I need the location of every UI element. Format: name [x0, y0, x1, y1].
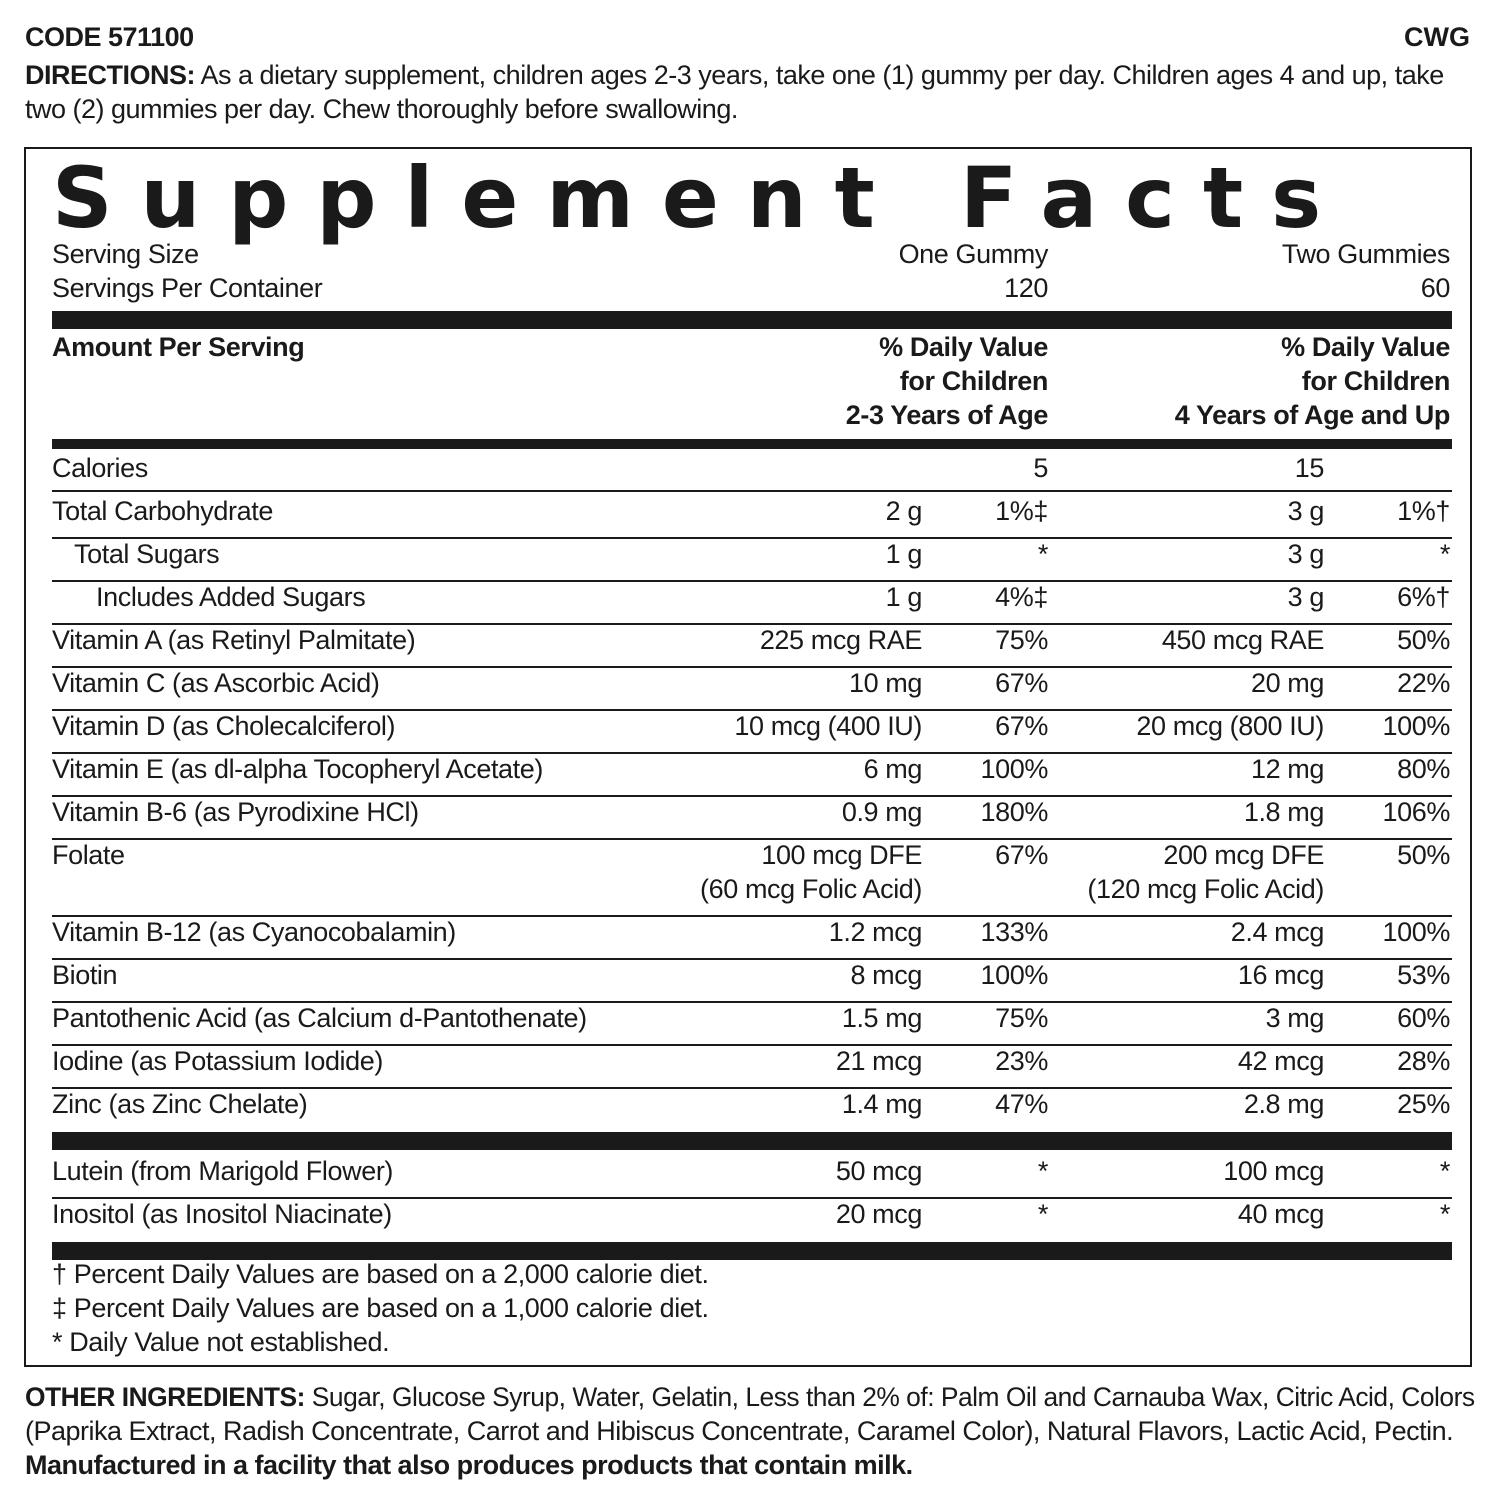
directions-line-1: DIRECTIONS: As a dietary supplement, children ages 2-3 years, take one (1) gummy per day. Children ages 4 and up, take: [25, 60, 1444, 90]
amount-child: 225 mcg RAE: [759, 625, 922, 655]
dv-child: 100%: [980, 960, 1048, 990]
amount-child: 8 mcg: [850, 960, 922, 990]
nutrient-row: [52, 582, 1452, 625]
dv-adult: 25%: [1397, 1089, 1450, 1119]
thick-divider: [52, 1132, 1452, 1150]
amount-child: 21 mcg: [835, 1046, 922, 1076]
dv-adult: 22%: [1397, 668, 1450, 698]
amount-child: 1 g: [885, 582, 922, 612]
dv-adult: 100%: [1382, 711, 1450, 741]
amount-child: 100 mcg DFE: [761, 840, 922, 870]
nutrient-name: Vitamin D (as Cholecalciferol): [52, 711, 396, 741]
dv-adult: 1%†: [1397, 496, 1450, 526]
dv-child: 4%‡: [995, 582, 1048, 612]
amount-adult: 20 mcg (800 IU): [1136, 711, 1324, 741]
amount-adult: 2.4 mcg: [1230, 917, 1324, 947]
nutrient-row: [52, 754, 1452, 797]
dv-child: *: [1037, 539, 1048, 569]
dv-child: 75%: [995, 1003, 1048, 1033]
dv-child: 75%: [995, 625, 1048, 655]
amount-adult: 3 g: [1287, 539, 1324, 569]
thick-divider: [52, 311, 1452, 329]
nutrient-name: Total Sugars: [74, 539, 220, 569]
amount-child: 10 mg: [848, 668, 922, 698]
amount-child: 2 g: [885, 496, 922, 526]
dv-child: 100%: [980, 754, 1048, 784]
dv-child: 180%: [980, 797, 1048, 827]
amount-adult: 100 mcg: [1223, 1156, 1324, 1186]
nutrient-row: [52, 539, 1452, 582]
dv-child: 23%: [995, 1046, 1048, 1076]
dv-adult: 50%: [1397, 840, 1450, 870]
nutrient-row: [52, 1156, 1452, 1199]
dv-child: 67%: [995, 668, 1048, 698]
amount-child: 1.4 mg: [841, 1089, 922, 1119]
amount-adult: 3 mg: [1265, 1003, 1324, 1033]
dv-child: 47%: [995, 1089, 1048, 1119]
nutrient-name: Folate: [52, 840, 125, 870]
footnote-dagger: † Percent Daily Values are based on a 2,000 calorie diet.: [52, 1259, 709, 1289]
amount-adult: 1.8 mg: [1243, 797, 1324, 827]
amount-child: 1.5 mg: [841, 1003, 922, 1033]
amount-adult-detail: (120 mcg Folic Acid): [1087, 874, 1324, 904]
dv-child: *: [1037, 1199, 1048, 1229]
amount-child: 0.9 mg: [841, 797, 922, 827]
amount-child: 50 mcg: [835, 1156, 922, 1186]
allergen-statement: Manufactured in a facility that also produces products that contain milk.: [25, 1450, 913, 1480]
nutrient-row: [52, 1046, 1452, 1089]
amount-child: 6 mg: [863, 754, 922, 784]
dv-adult: 80%: [1397, 754, 1450, 784]
other-ingredients-line-2: (Paprika Extract, Radish Concentrate, Carrot and Hibiscus Concentrate, Caramel Color), Natural Flavors, Lactic Acid, Pectin.: [25, 1416, 1454, 1446]
nutrient-name: Includes Added Sugars: [96, 582, 366, 612]
dv-adult: 6%†: [1397, 582, 1450, 612]
dv-adult: 53%: [1397, 960, 1450, 990]
nutrient-name: Vitamin A (as Retinyl Palmitate): [52, 625, 416, 655]
footnote-star: * Daily Value not established.: [52, 1327, 390, 1357]
dv-adult: 28%: [1397, 1046, 1450, 1076]
dv-child: 67%: [995, 840, 1048, 870]
nutrient-row: [52, 1199, 1452, 1242]
amount-adult: 3 g: [1287, 582, 1324, 612]
amount-child-detail: (60 mcg Folic Acid): [700, 874, 922, 904]
brand-code: CWG: [1404, 22, 1470, 52]
dv-adult: 100%: [1382, 917, 1450, 947]
amount-child: 1.2 mcg: [828, 917, 922, 947]
nutrient-name: Iodine (as Potassium Iodide): [52, 1046, 383, 1076]
amount-child: 20 mcg: [835, 1199, 922, 1229]
nutrient-name: Biotin: [52, 960, 118, 990]
product-code: CODE 571100: [25, 22, 194, 52]
nutrient-name: Vitamin C (as Ascorbic Acid): [52, 668, 380, 698]
nutrient-name: Zinc (as Zinc Chelate): [52, 1089, 308, 1119]
panel-title: Supplement Facts: [52, 149, 1350, 247]
nutrient-row: [52, 1089, 1452, 1132]
nutrient-name: Lutein (from Marigold Flower): [52, 1156, 394, 1186]
amount-adult: 450 mcg RAE: [1161, 625, 1324, 655]
nutrient-row: [52, 711, 1452, 754]
nutrient-name: Vitamin E (as dl-alpha Tocopheryl Acetate): [52, 754, 543, 784]
nutrient-name: Inositol (as Inositol Niacinate): [52, 1199, 392, 1229]
nutrient-row: [52, 917, 1452, 960]
dv-child: *: [1037, 1156, 1048, 1186]
nutrient-row: [52, 625, 1452, 668]
amount-adult: 2.8 mg: [1243, 1089, 1324, 1119]
amount-adult: 200 mcg DFE: [1163, 840, 1324, 870]
directions-line-2: two (2) gummies per day. Chew thoroughly before swallowing.: [25, 94, 738, 124]
amount-child: 10 mcg (400 IU): [734, 711, 922, 741]
nutrient-row: [52, 840, 1452, 917]
dv-child: 67%: [995, 711, 1048, 741]
directions-label: DIRECTIONS:: [25, 60, 195, 90]
dv-adult: *: [1439, 1156, 1450, 1186]
amount-adult: 3 g: [1287, 496, 1324, 526]
thick-divider: [52, 1242, 1452, 1260]
dv-child: 1%‡: [995, 496, 1048, 526]
amount-child: 1 g: [885, 539, 922, 569]
nutrient-row: [52, 960, 1452, 1003]
medium-divider: [52, 439, 1452, 449]
nutrient-name: Total Carbohydrate: [52, 496, 273, 526]
amount-adult: 12 mg: [1250, 754, 1324, 784]
nutrient-row: [52, 496, 1452, 539]
footnote-double-dagger: ‡ Percent Daily Values are based on a 1,000 calorie diet.: [52, 1293, 709, 1323]
dv-adult: *: [1439, 1199, 1450, 1229]
amount-adult: 40 mcg: [1237, 1199, 1324, 1229]
nutrient-name: Pantothenic Acid (as Calcium d-Pantothenate): [52, 1003, 587, 1033]
other-ingredients-label: OTHER INGREDIENTS:: [25, 1382, 305, 1412]
amount-adult: 16 mcg: [1237, 960, 1324, 990]
dv-adult: *: [1439, 539, 1450, 569]
amount-adult: 20 mg: [1250, 668, 1324, 698]
row-divider: [52, 490, 1452, 492]
nutrient-row: [52, 797, 1452, 840]
nutrient-name: Vitamin B-12 (as Cyanocobalamin): [52, 917, 456, 947]
other-ingredients-line-1: OTHER INGREDIENTS: Sugar, Glucose Syrup, Water, Gelatin, Less than 2% of: Palm Oil and Carnauba Wax, Citric Acid, Colors: [25, 1382, 1475, 1412]
dv-adult: 50%: [1397, 625, 1450, 655]
dv-adult: 106%: [1382, 797, 1450, 827]
dv-adult: 60%: [1397, 1003, 1450, 1033]
nutrient-name: Vitamin B-6 (as Pyrodixine HCl): [52, 797, 419, 827]
dv-child: 133%: [980, 917, 1048, 947]
supplement-facts-panel: Supplement Facts Serving Size One Gummy Two Gummies Servings Per Container 120 60 Amount Per Serving % Daily Value % Daily Value for Children for Children 2-3 Years of Age 4 Years of Age and Up Calories 5 15 Total Carbohydrate 2 g 1%‡ 3 g 1%† Total Sugars 1 g * 3 g * Includes Added Sugars 1 g 4%‡ 3 g 6%† Vitamin A (as Retinyl Palmitate) 225 mcg RAE 75% 450 mcg RAE 50% Vitamin C (as Ascorbic Acid) 10 mg 67% 20 mg 22% Vitamin D (as Cholecalciferol) 10 mcg (400 IU) 67% 20 mcg (800 IU) 100% Vitamin E (as dl-alpha Tocopheryl Acetate) 6 mg 100% 12 mg 80% Vitamin B-6 (as Pyrodixine HCl) 0.9 mg 180% 1.8 mg 106% Folate 100 mcg DFE 67% 200 mcg DFE 50% (60 mcg Folic Acid) (120 mcg Folic Acid) Vitamin B-12 (as Cyanocobalamin) 1.2 mcg 133% 2.4 mcg 100% Biotin 8 mcg 100% 16 mcg 53% Pantothenic Acid (as Calcium d-Pantothenate) 1.5 mg 75% 3 mg 60% Iodine (as Potassium Iodide) 21 mcg 23% 42 mcg 28% Zinc (as Zinc Chelate) 1.4 mg 47% 2.8 mg 25% Lutein (from Marigold Flower) 50 mcg * 100 mcg * Inositol (as Inositol Niacinate) 20 mcg * 40 mcg * † Percent Daily Values are based on a 2,000 calorie diet. ‡ Percent Daily Values are based on a 1,000 calorie diet. * Daily Value not established.: [24, 147, 1472, 1367]
nutrient-row: [52, 1003, 1452, 1046]
amount-adult: 42 mcg: [1237, 1046, 1324, 1076]
nutrient-row: [52, 668, 1452, 711]
